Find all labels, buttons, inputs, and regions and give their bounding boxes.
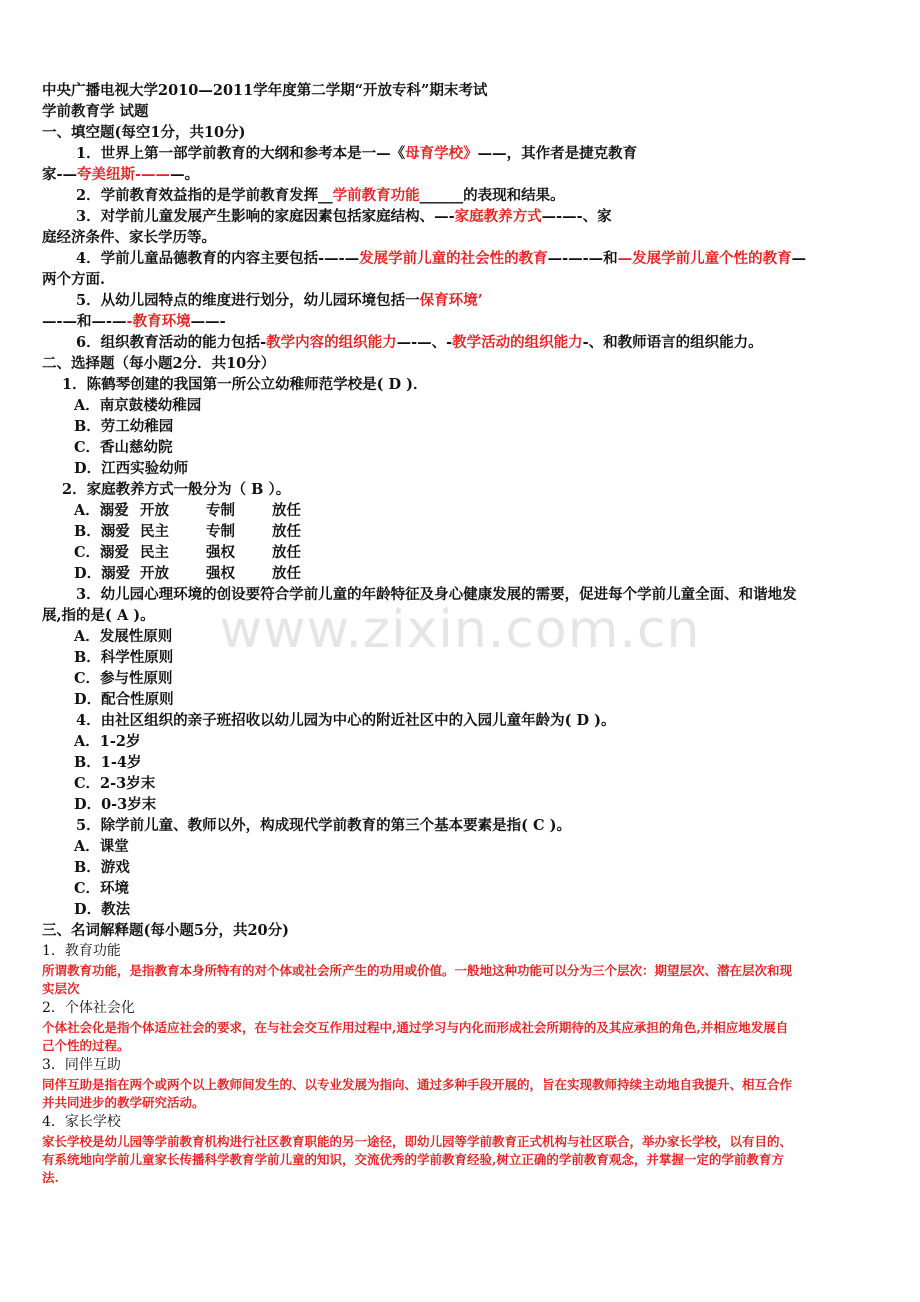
fill-q4-cont: 两个方面.: [42, 271, 106, 288]
option-cell: 强权: [206, 565, 235, 582]
fill-q1-answer2: 夸美纽斯-——: [77, 166, 171, 183]
choice-q2-option-d: [42, 563, 882, 584]
watermark: www.zixin.com.cn: [219, 600, 701, 660]
option-cell: 放任: [272, 565, 301, 582]
option-cell: 民主: [140, 523, 169, 540]
fill-q4-text3: —: [791, 250, 807, 267]
option-cell: B．溺爱: [74, 523, 130, 540]
option-cell: 放任: [272, 523, 301, 540]
fill-q1-answer: 母育学校》: [405, 145, 478, 162]
choice-q5-option-c: C．环境: [74, 880, 130, 897]
fill-q2-text2: ______的表现和结果。: [419, 187, 565, 204]
choice-q2-option-b: [42, 521, 882, 542]
option-cell: 强权: [206, 544, 235, 561]
term-definition: 所谓教育功能，是指教育本身所特有的对个体或社会所产生的功用或价值。一般地这种功能可以分为三个层次：期望层次、潜在层次和现: [42, 963, 793, 978]
choice-q3-stem-cont: 展,指的是( A )。: [42, 607, 155, 624]
choice-q1-option-b: B．劳工幼稚园: [74, 418, 174, 435]
term-definition: 个体社会化是指个体适应社会的要求，在与社会交互作用过程中,通过学习与内化而形成社会所期待的及其应承担的角色,并相应地发展自: [42, 1020, 789, 1035]
fill-q4-text2: —-—-—和: [547, 250, 618, 267]
fill-q5-text: 5．从幼儿园特点的维度进行划分，幼儿园环境包括一: [76, 292, 420, 309]
section1-heading: 一、填空题(每空1分，共10分): [42, 124, 246, 141]
option-cell: A．溺爱: [74, 502, 129, 519]
option-cell: 开放: [140, 502, 169, 519]
fill-q6-answer: 教学内容的组织能力: [266, 334, 397, 351]
fill-q1-text: 1．世界上第一部学前教育的大纲和参考本是一—《: [76, 145, 406, 162]
fill-q1: [42, 143, 882, 164]
choice-q5-option-a: A．课堂: [74, 838, 129, 855]
option-cell: 专制: [206, 523, 235, 540]
fill-q5-text2: —-—和—-—: [42, 313, 127, 330]
option-cell: 专制: [206, 502, 235, 519]
choice-q1-option-a: A．南京鼓楼幼稚园: [74, 397, 202, 414]
exam-document: [42, 80, 882, 1187]
choice-q5-stem: 5．除学前儿童、教师以外，构成现代学前教育的第三个基本要素是指( C )。: [76, 817, 571, 834]
fill-q1-cont: [42, 164, 882, 185]
choice-q2-option-c: [42, 542, 882, 563]
fill-q2-text: 2．学前教育效益指的是学前教育发挥__: [76, 187, 333, 204]
option-cell: 开放: [140, 565, 169, 582]
fill-q1-text4: —。: [170, 166, 200, 183]
fill-q3-text2: —-—-、家: [541, 208, 612, 225]
choice-q1-option-d: D．江西实验幼师: [74, 460, 189, 477]
option-cell: D．溺爱: [74, 565, 131, 582]
fill-q3-answer: 家庭教养方式: [454, 208, 542, 225]
fill-q6-text2: —-—、-: [396, 334, 453, 351]
fill-q4-text: 4．学前儿童品德教育的内容主要包括-—-—: [76, 250, 360, 267]
choice-q3-option-c: C．参与性原则: [74, 670, 173, 687]
choice-q4-option-b: B．1-4岁: [74, 754, 142, 771]
term-definition: 己个性的过程。: [42, 1038, 130, 1053]
section2-heading: 二、选择题（每小题2分．共10分）: [42, 355, 276, 372]
fill-q6-answer2: 教学活动的组织能力: [452, 334, 583, 351]
fill-q5-text3: ——-: [190, 313, 226, 330]
term-definition: 家长学校是幼儿园等学前教育机构进行社区教育职能的另一途径，即幼儿园等学前教育正式机构与社区联合，举办家长学校，以有目的、: [42, 1134, 793, 1149]
fill-q4-answer2: —发展学前儿童个性的教育: [617, 250, 792, 267]
choice-q5-option-d: D．教法: [74, 901, 131, 918]
choice-q1-option-c: C．香山慈幼院: [74, 439, 173, 456]
term-title: 3．同伴互助: [42, 1057, 121, 1073]
fill-q6: [42, 332, 882, 353]
choice-q2-option-a: [42, 500, 882, 521]
section3-heading: 三、名词解释题(每小题5分，共20分): [42, 922, 289, 939]
option-cell: 民主: [140, 544, 169, 561]
option-cell: 放任: [272, 502, 301, 519]
term-definition: 并共同进步的教学研究活动。: [42, 1095, 205, 1110]
choice-q3-option-d: D．配合性原则: [74, 691, 174, 708]
term-definition: 同伴互助是指在两个或两个以上教师间发生的、以专业发展为指向、通过多种手段开展的，旨在实现教师持续主动地自我提升、相互合作: [42, 1077, 793, 1092]
choice-q3-stem: 3．幼儿园心理环境的创设要符合学前儿童的年龄特征及身心健康发展的需要，促进每个学前儿童全面、和谐地发: [76, 586, 797, 603]
choice-q4-option-c: C．2-3岁末: [74, 775, 156, 792]
fill-q5-answer2: -教育环境: [126, 313, 191, 330]
option-cell: 放任: [272, 544, 301, 561]
choice-q4-option-d: D．0-3岁末: [74, 796, 157, 813]
fill-q5: [42, 290, 882, 311]
term-title: 4．家长学校: [42, 1114, 121, 1130]
choice-q4-option-a: A．1-2岁: [74, 733, 141, 750]
choice-q3-option-b: B．科学性原则: [74, 649, 174, 666]
option-cell: C．溺爱: [74, 544, 130, 561]
choice-q5-option-b: B．游戏: [74, 859, 130, 876]
fill-q2-answer: 学前教育功能: [332, 187, 420, 204]
term-definition: 实层次: [42, 981, 80, 996]
exam-subtitle: 学前教育学 试题: [42, 103, 149, 120]
exam-title: 中央广播电视大学2010—2011学年度第二学期“开放专科”期末考试: [42, 82, 488, 99]
fill-q6-text3: -、和教师语言的组织能力。: [582, 334, 763, 351]
term-title: 1．教育功能: [42, 943, 121, 959]
fill-q3-text: 3．对学前儿童发展产生影响的家庭因素包括家庭结构、—-: [76, 208, 455, 225]
fill-q5-answer: 保育环境’: [419, 292, 483, 309]
fill-q1-text3: 家-—: [42, 166, 78, 183]
choice-q3-option-a: A．发展性原则: [74, 628, 173, 645]
fill-q4: [42, 248, 882, 269]
fill-q3-cont: 庭经济条件、家长学历等。: [42, 229, 216, 246]
term-definition: 法.: [42, 1170, 59, 1185]
choice-q1-stem: 1．陈鹤琴创建的我国第一所公立幼稚师范学校是( D )．: [62, 376, 428, 393]
fill-q1-text2: ——，其作者是捷克教育: [477, 145, 638, 162]
fill-q3: [42, 206, 882, 227]
fill-q6-text: 6．组织教育活动的能力包括-: [76, 334, 267, 351]
fill-q5-cont: [42, 311, 882, 332]
fill-q2: [42, 185, 882, 206]
term-title: 2．个体社会化: [42, 1000, 135, 1016]
choice-q4-stem: 4．由社区组织的亲子班招收以幼儿园为中心的附近社区中的入园儿童年龄为( D )。: [76, 712, 616, 729]
choice-q2-stem: 2．家庭教养方式一般分为（ B ）。: [62, 481, 291, 498]
fill-q4-answer: 发展学前儿童的社会性的教育: [359, 250, 548, 267]
term-definition: 有系统地向学前儿童家长传播科学教育学前儿童的知识，交流优秀的学前教育经验,树立正确的学前教育观念，并掌握一定的学前教育方: [42, 1152, 784, 1167]
